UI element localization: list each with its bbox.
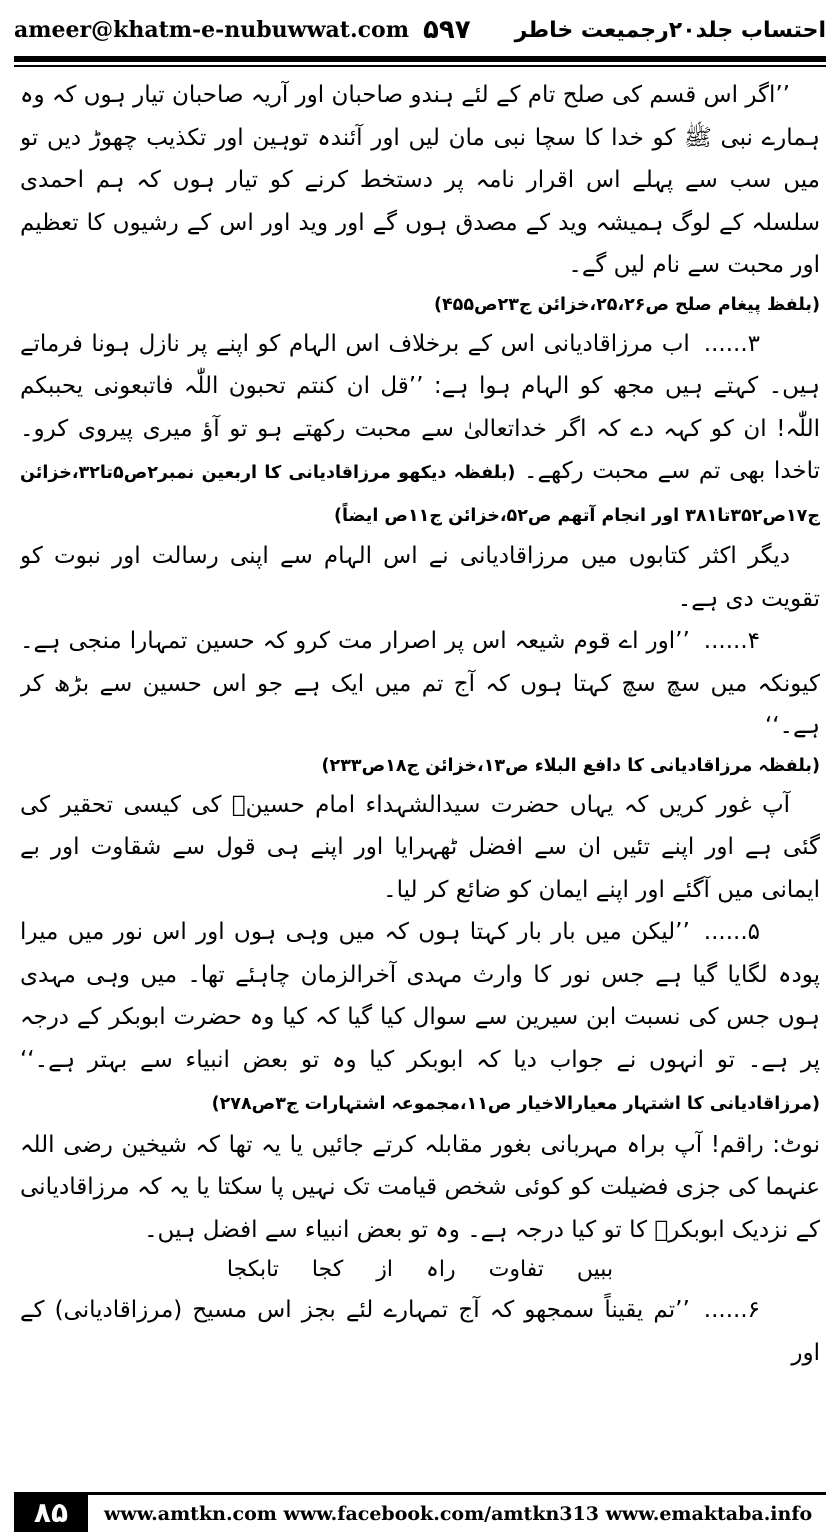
header-rule-thin [14,65,826,67]
paragraph-quote-1: ’’اگر اس قسم کی صلح تام کے لئے ہندو صاحبان اور آریہ صاحبان تیار ہوں کہ وہ ہمارے نبی ﷺ کو خدا کا سچا نبی مان لیں اور آئندہ توہین اور تکذیب چھوڑ دیں تو میں سب سے پہلے اس اقرار نامہ پر دستخط کرنے کو تیار ہوں کہ ہم احمدی سلسلہ کے لوگ ہمیشہ وید کے مصدق ہوں گے اور وید اور اس کے رشیوں کا تعظیم اور محبت سے نام لیں گے۔ [20,82,820,278]
header-book-page-number: ۵۹۷ [422,15,471,45]
paragraph-3-text-a: اب مرزاقادیانی اس کے برخلاف اس الہام کو اپنے پر نازل ہونا فرماتے ہیں۔ کہتے ہیں مجھ کو الہام ہوا ہے: ’’ [20,330,820,399]
footer-page-number: ۸۵ [14,1492,88,1532]
header-book-title: احتساب جلد۲۰رجمیعت خاطر [514,17,826,43]
reference-1: (بلفظ پیغام صلح ص۲۵،۲۶،خزائن ج۲۳ص۴۵۵) [433,294,820,315]
paragraph-5-text: ’’لیکن میں بار بار کہتا ہوں کہ میں وہی ہوں اور اس نور میں میرا پودہ لگایا گیا ہے جس نور کا وارث مہدی آخرالزمان چاہئے تھا۔ میں وہی مہدی ہوں جس کی نسبت ابن سیرین سے سوال کیا گیا کہ کیا وہ حضرت ابوبکر کے درجہ پر ہے۔ تو انہوں نے جواب دیا کہ ابوبکر کیا وہ تو بعض انبیاء سے بہتر ہے۔‘‘ [20,919,820,1073]
poem-verse: ببیں تفاوت راہ از کجا تابکجا [226,1257,614,1282]
paragraph-4-text: ’’اور اے قوم شیعہ اس پر اصرار مت کرو کہ حسین تمہارا منجی ہے۔ کیونکہ میں سچ سچ کہتا ہوں کہ آج تم میں ایک ہے جو اس حسین سے بڑھ کر ہے۔‘‘ [20,628,820,739]
paragraph-5 [20,911,820,1124]
paragraph-3-text-b: ! ان کو کہہ دے کہ اگر خداتعالیٰ سے محبت رکھتے ہو تو آؤ میری پیروی کرو۔ تاخدا بھی تم سے محبت رکھے۔ [20,415,820,484]
paragraph-6-text: ’’تم یقیناً سمجھو کہ آج تمہارے لئے بجز اس مسیح (مرزاقادیانی) کے اور [20,1297,820,1366]
item-number-4: ۴...... [703,628,760,654]
arabic-verse: قل ان کنتم تحبون اللّٰہ فاتبعونی یحببکم اللّٰہ [20,373,820,442]
page-header [14,8,826,52]
paragraph-note: نوٹ: راقم! آپ براہ مہربانی بغور مقابلہ کرتے جائیں یا یہ تھا کہ شیخین رضی اللہ عنہما کی جزی فضیلت کو کوئی شخص قیامت تک نہیں پا سکتا یا یہ کہ مرزاقادیانی کے نزدیک ابوبکرؓ کا تو کیا درجہ ہے۔ وہ تو بعض انبیاء سے افضل ہیں۔ [20,1131,820,1243]
page-footer [14,1492,826,1532]
paragraph-3-continued: دیگر اکثر کتابوں میں مرزاقادیانی نے اس الہام سے اپنی رسالت اور نبوت کو تقویت دی ہے۔ [20,543,820,612]
item-number-6: ۶...... [703,1297,760,1323]
header-rule-thick [14,56,826,62]
paragraph-4-commentary: آپ غور کریں کہ یہاں حضرت سیدالشہداء امام حسینؓ کی کیسی تحقیر کی گئی ہے اور اپنے تئیں ان سے افضل ٹھہرایا اور اپنے ہی قول سے شقاوت اور بے ایمانی میں آگئے اور اپنے ایمان کو ضائع کر لیا۔ [20,791,820,903]
paragraph-4 [20,620,820,748]
header-email: ameer@khatm-e-nubuwwat.com [14,17,409,43]
page-body [20,74,820,1469]
reference-3: (بلفظہ دیکھو مرزاقادیانی کا اربعین نمبر۲ص۵تا۳۲،خزائن ج۱۷ص۳۵۲تا۳۸۱ اور انجام آتھم ص۵۲،خزائن ج۱۱ص ایضاً) [20,463,820,526]
footer-urls: www.amtkn.com www.facebook.com/amtkn313 www.emaktaba.info [104,1503,813,1525]
paragraph-3 [20,323,820,536]
reference-5: (مرزاقادیانی کا اشتہار معیارالاخیار ص۱۱،مجموعہ اشتہارات ج۳ص۲۷۸) [211,1094,820,1114]
footer-rule [88,1492,826,1495]
header-left [14,15,471,45]
paragraph-6 [20,1289,820,1374]
item-number-3: ۳...... [703,330,760,357]
item-number-5: ۵...... [703,919,760,945]
reference-4: (بلفظہ مرزاقادیانی کا دافع البلاء ص۱۳،خزائن ج۱۸ص۲۳۳) [321,755,820,776]
